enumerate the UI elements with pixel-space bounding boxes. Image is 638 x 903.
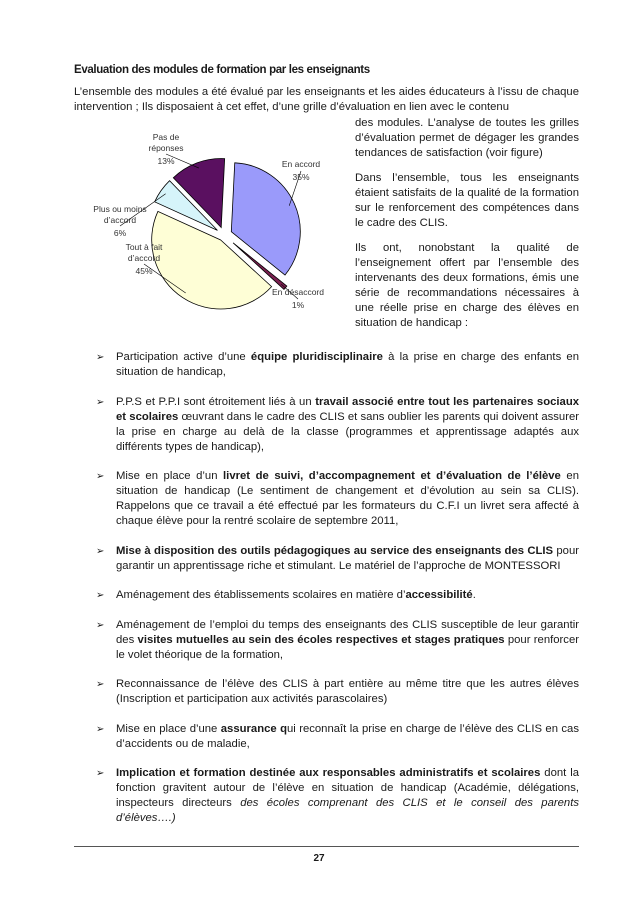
pie-label-line: Plus ou moins <box>93 204 147 214</box>
recommendation-item <box>96 588 579 603</box>
page-number: 27 <box>313 853 325 864</box>
pie-label-line: En accord <box>281 159 321 169</box>
recommendation-text: Participation active d’une <box>116 351 251 363</box>
recommendation-text: Mise à disposition des outils pédagogiques au service des enseignants des CLIS <box>116 544 554 557</box>
recommendation-text: Mise en place d’une <box>116 722 221 735</box>
recommendation-text: Implication et formation destinée aux responsables administratifs et scolaires <box>116 767 541 779</box>
recommendation-text: dont la fonction gravitent autour de l’élève en situation de handicap (Académie, délégations, inspecteurs directeurs <box>116 767 579 809</box>
arrow-bullet-icon: ➢ <box>96 590 105 601</box>
recommendation-text: . <box>472 589 476 601</box>
pie-percent-label: 6% <box>113 228 127 238</box>
arrow-bullet-icon: ➢ <box>96 619 105 631</box>
pie-label <box>272 287 324 310</box>
recommendation-text: pour garantir un apprentissage riche et stimulant. Le matériel de l’approche de MONTESSORI <box>116 544 580 572</box>
pie-label <box>126 242 163 276</box>
pie-percent-label: 45% <box>135 266 153 276</box>
recommendation-text: livret de suivi, d’accompagnement et d’évaluation de l’élève <box>223 470 561 482</box>
side-text <box>355 116 579 341</box>
recommendation-text: équipe pluridisciplinaire <box>250 351 383 363</box>
arrow-bullet-icon: ➢ <box>96 545 105 557</box>
footer-divider <box>74 846 579 847</box>
pie-label <box>282 159 321 182</box>
pie-label-line: Pas de <box>152 132 180 142</box>
pie-label <box>93 204 146 238</box>
recommendation-item <box>96 618 579 663</box>
recommendation-item <box>96 766 579 826</box>
recommendation-text: Aménagement de l’emploi du temps des enseignants des CLIS susceptible de leur garantir des <box>116 618 579 646</box>
arrow-bullet-icon: ➢ <box>96 352 105 363</box>
recommendation-text: travail associé entre tout les partenaires sociaux et scolaires <box>116 395 579 423</box>
recommendation-text: assurance q <box>220 722 287 735</box>
pie-percent-label: 13% <box>157 156 175 166</box>
side-paragraph-2: Dans l’ensemble, tous les enseignants étaient satisfaits de la qualité de la formation sur le renforcement des compétences dans le cadre des CLIS. <box>355 172 579 229</box>
side-paragraph-3: Ils ont, nonobstant la qualité de l’enseignement offert par l’ensemble des intervenants des deux formations, émis une série de recommandations nécessaires à une réelle prise en charge des élèves en situation de handicap : <box>355 242 579 329</box>
recommendation-text: P.P.S et P.P.I sont étroitement liés à un <box>116 395 316 408</box>
side-paragraph-1: des modules. L’analyse de toutes les grilles d’évaluation permet de dégager les grandes tendances de satisfaction (voir figure) <box>355 117 579 159</box>
arrow-bullet-icon: ➢ <box>96 396 105 408</box>
section-heading: Evaluation des modules de formation par les enseignants <box>74 64 370 76</box>
recommendation-item <box>96 677 579 707</box>
recommendation-text: ui reconnaît la prise en charge de l’élève des CLIS en cas d’accidents ou de maladie, <box>116 722 579 750</box>
pie-label-line: d’accord <box>127 253 161 263</box>
recommendation-text: Mise en place d’un <box>116 470 224 482</box>
pie-label <box>149 132 184 166</box>
recommendation-text: à la prise en charge des enfants en situation de handicap, <box>116 351 579 378</box>
pie-percent-label: 1% <box>291 300 305 310</box>
recommendation-item <box>96 544 579 574</box>
recommendation-text: Aménagement des établissements scolaires en matière d’ <box>116 589 406 601</box>
pie-label-line: réponses <box>148 143 184 153</box>
recommendation-text: Reconnaissance de l’élève des CLIS à part entière au même titre que les autres élèves (Inscription et participation aux activités parascolaires) <box>116 678 579 705</box>
recommendation-item <box>96 350 579 380</box>
recommendations-list <box>96 350 579 841</box>
pie-label-line: En désaccord <box>272 287 324 297</box>
recommendation-item <box>96 395 579 455</box>
arrow-bullet-icon: ➢ <box>96 679 105 690</box>
recommendation-text: des écoles comprenant des CLIS et le conseil des parents d’élèves….) <box>116 797 579 824</box>
arrow-bullet-icon: ➢ <box>96 723 105 735</box>
pie-slice <box>231 163 300 275</box>
recommendation-text: en situation de handicap (Le sentiment de changement et d’évolution au sein sa CLIS). Rappelons que ce travail a été effectué par les formateurs du C.F.I un livret sera affecté à chaque élève pour la rentré scolaire de septembre 2011, <box>116 470 579 527</box>
recommendation-text: visites mutuelles au sein des écoles respectives et stages pratiques <box>137 633 505 646</box>
recommendation-text: pour renforcer le volet théorique de la formation, <box>116 633 579 661</box>
recommendation-text: œuvrant dans le cadre des CLIS et sans oublier les parents qui doivent assurer la prise en charge au delà de la classe (programmes et apprentissage adaptés aux différents types de handicap), <box>116 410 580 453</box>
recommendation-text: accessibilité <box>405 589 473 601</box>
pie-percent-label: 35% <box>292 172 310 182</box>
pie-chart <box>74 117 344 332</box>
arrow-bullet-icon: ➢ <box>96 471 105 482</box>
pie-label-line: d’accord <box>103 215 137 225</box>
pie-label-line: Tout à fait <box>125 242 163 252</box>
intro-paragraph: L’ensemble des modules a été évalué par les enseignants et les aides éducateurs à l’issu de chaque intervention ; Ils disposaient à cet effet, d’une grille d’évaluation en lien avec le contenu <box>74 86 579 113</box>
recommendation-item <box>96 469 579 529</box>
recommendation-item <box>96 722 579 752</box>
arrow-bullet-icon: ➢ <box>96 768 105 779</box>
